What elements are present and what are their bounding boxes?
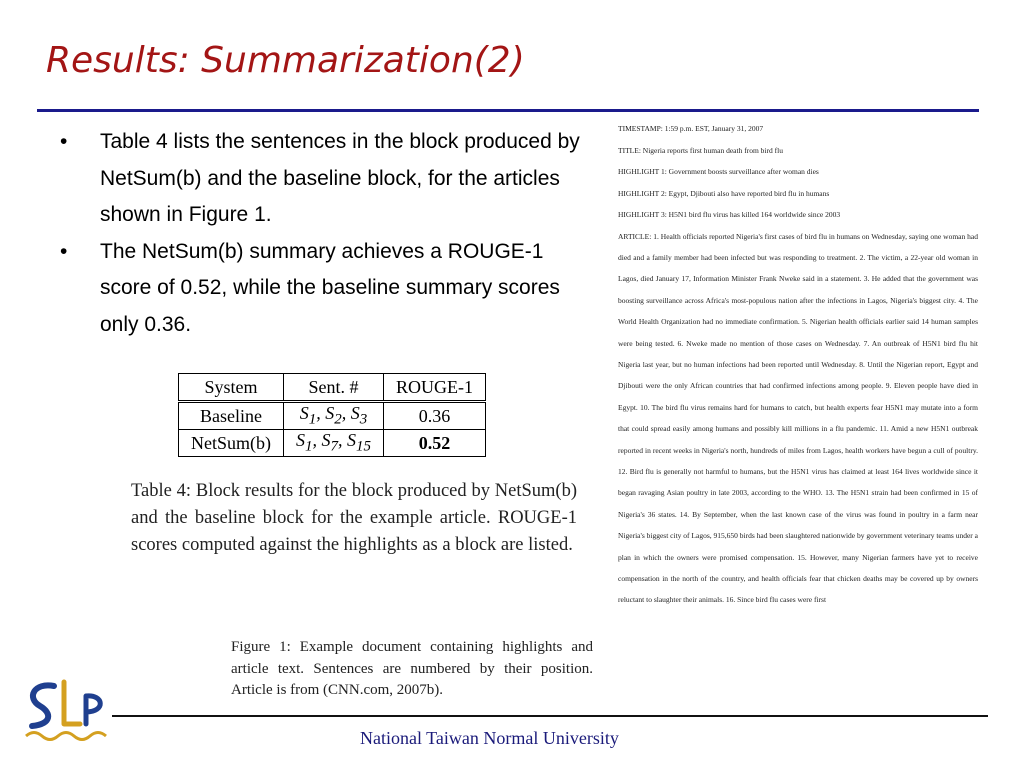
footer-institution: National Taiwan Normal University [360, 728, 619, 748]
title-divider [37, 109, 979, 112]
cell-sentences: $S_1$, $S_7$, $S_{15}$ [284, 430, 384, 457]
article-title: TITLE: Nigeria reports first human death from bird flu [618, 145, 783, 155]
slp-logo [22, 676, 112, 748]
cell-sentences: $S_1$, $S_2$, $S_3$ [284, 402, 384, 430]
header-sent: Sent. # [284, 374, 384, 402]
table-row [179, 402, 486, 430]
article-highlight-3: HIGHLIGHT 3: H5N1 bird flu virus has killed 164 worldwide since 2003 [618, 210, 841, 219]
cell-system: NetSum(b) [179, 430, 284, 457]
article-highlight-2: HIGHLIGHT 2: Egypt, Djibouti also have reported bird flu in humans [618, 188, 830, 198]
cell-system: Baseline [179, 402, 284, 430]
cell-rouge: 0.52 [384, 430, 486, 457]
table-header-row [179, 374, 486, 402]
article-figure [618, 118, 978, 702]
article-timestamp: TIMESTAMP: 1:59 p.m. EST, January 31, 2007 [618, 124, 764, 133]
article-body: ARTICLE: 1. Health officials reported Nigeria's first cases of bird flu in humans on Wednesday, saying one woman had died and a family member had been infected but was responding to treatment. 2. The victim, a 22-year old woman in Lagos, died January 17, Information Minister Frank Nweke said in a statement. 3. He added that the government was boosting surveillance across Africa's most-populous nation after the infections in Lagos, Nigeria's biggest city. 4. The World Health Organization had no immediate confirmation. 5. Nigerian health officials earlier said 14 human samples were being tested. 6. Nweke made no mention of those cases on Wednesday. 7. An outbreak of H5N1 bird flu hit Nigeria last year, but no human infections had been reported until Wednesday. 8. Until the Nigerian report, Egypt and Djibouti were the only African countries that had confirmed infections among people. 9. Eleven people have died in Egypt. 10. The bird flu virus remains hard for humans to catch, but health experts fear H5N1 may mutate into a form that could spread easily among humans and possibly kill millions in a flu pandemic. 11. Amid a new H5N1 outbreak reported in recent weeks in Nigeria's north, hundreds of miles from Lagos, health workers have begun a cull of poultry. 12. Bird flu is generally not harmful to humans, but the H5N1 virus has claimed at least 164 lives worldwide since it began ravaging Asian poultry in late 2003, according to the WHO. 13. The H5N1 strain had been confirmed in 15 of Nigeria's 36 states. 14. By September, when the last known case of the virus was found in poultry in a farm near Nigeria's biggest city of Lagos, 915,650 birds had been slaughtered nationwide by government veterinary teams under a plan in which the owners were promised compensation. 15. However, many Nigerian farmers have yet to receive compensation in the north of the country, and health officials fear that chicken deaths may be covered up by owners reluctant to slaughter their animals. 16. Since bird flu cases were first [618, 231, 978, 605]
cell-rouge: 0.36 [384, 402, 486, 430]
table-row [179, 430, 486, 457]
bullet-marker: • [60, 130, 68, 153]
slide-title: Results: Summarization(2) [46, 40, 525, 81]
bullet-text: Table 4 lists the sentences in the block produced by NetSum(b) and the baseline block, for the articles shown in Figure 1. [100, 130, 580, 226]
article-highlight-1: HIGHLIGHT 1: Government boosts surveillance after woman dies [618, 167, 819, 176]
bullet-item [60, 124, 600, 234]
bullet-item [60, 234, 600, 344]
results-table [178, 373, 486, 457]
footer-divider [112, 715, 988, 717]
bullet-text: The NetSum(b) summary achieves a ROUGE-1 score of 0.52, while the baseline summary scores only 0.36. [100, 239, 560, 336]
bullet-marker: • [60, 239, 68, 263]
header-rouge: ROUGE-1 [384, 374, 486, 402]
figure-caption: Figure 1: Example document containing highlights and article text. Sentences are numbered by their position. Article is from (CNN.com, 2007b). [231, 639, 593, 698]
header-system: System [179, 374, 284, 402]
bullet-list [60, 124, 600, 343]
table-caption: Table 4: Block results for the block produced by NetSum(b) and the baseline block for the example article. ROUGE-1 scores computed against the highlights as a block are listed. [131, 481, 577, 555]
